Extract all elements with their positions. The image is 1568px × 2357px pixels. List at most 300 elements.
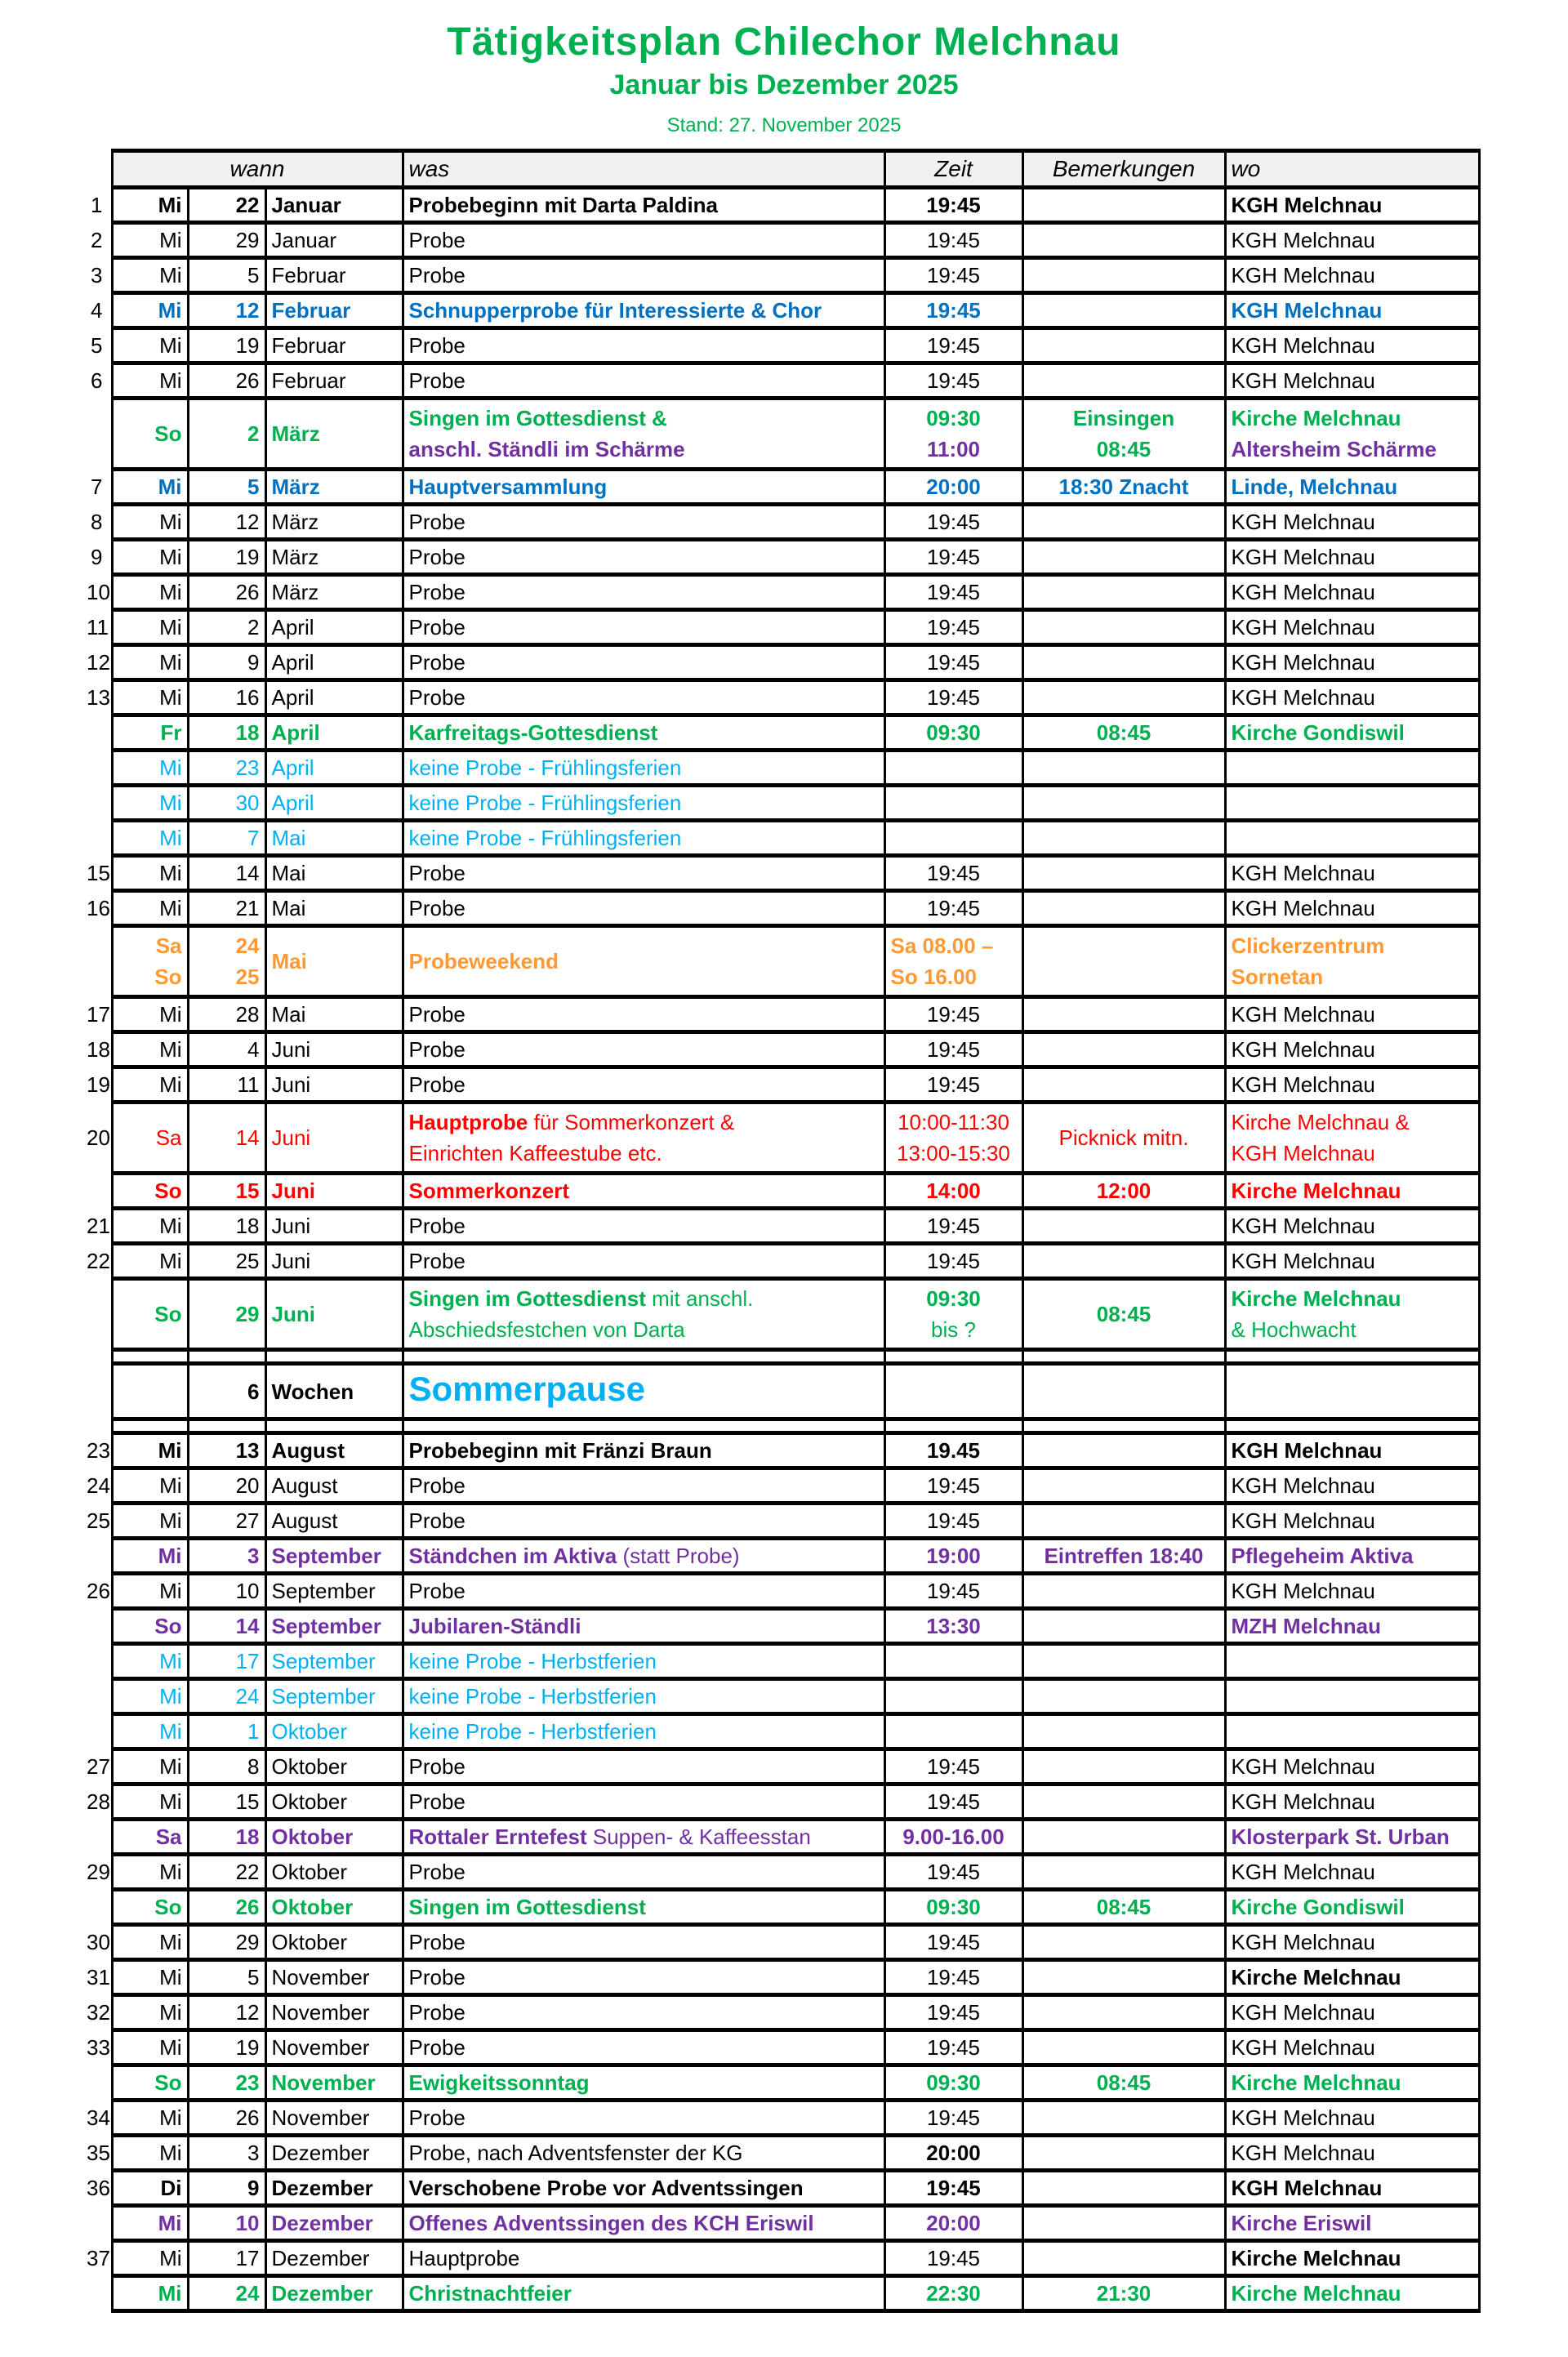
cell-text: KGH Melchnau [1231, 685, 1375, 710]
cell-text: Probe [408, 1072, 466, 1097]
cell-bem [1022, 751, 1225, 786]
cell-wo [1225, 1103, 1479, 1174]
cell-wo [1225, 188, 1479, 223]
cell-zeit [884, 1960, 1022, 1995]
table-row [82, 1855, 1479, 1890]
cell-text: 19:45 [926, 861, 981, 885]
cell-text: Probe [408, 333, 466, 358]
cell-text: Altersheim Schärme [1231, 437, 1437, 461]
cell-wo [1225, 1468, 1479, 1504]
cell-bem [1022, 926, 1225, 997]
cell-zeit [884, 1067, 1022, 1103]
cell-text: Februar [271, 263, 346, 287]
cell-wo [1225, 363, 1479, 399]
cell-day [112, 505, 188, 540]
cell-text: Mi [159, 263, 182, 287]
cell-was [403, 891, 884, 926]
cell-wo [1225, 891, 1479, 926]
cell-day [112, 1855, 188, 1890]
cell-bem [1022, 715, 1225, 751]
cell-text: Ständchen im Aktiva [408, 1544, 617, 1568]
cell-zeit [884, 821, 1022, 856]
cell-rownum: 23 [82, 1433, 112, 1468]
cell-date [188, 1209, 265, 1244]
cell-month [265, 540, 403, 575]
cell-date [188, 821, 265, 856]
cell-zeit [884, 1890, 1022, 1925]
cell-zeit [884, 575, 1022, 610]
cell-zeit [884, 1433, 1022, 1468]
cell-wo [1225, 1574, 1479, 1609]
cell-text: November [271, 2105, 370, 2130]
cell-bem [1022, 328, 1225, 363]
cell-month [265, 223, 403, 258]
cell-text: keine Probe - Frühlingsferien [408, 826, 682, 850]
cell-rownum: 8 [82, 505, 112, 540]
cell-month [265, 2065, 403, 2101]
cell-day [112, 1468, 188, 1504]
cell-day [112, 1609, 188, 1644]
cell-text: 19:45 [926, 1754, 981, 1779]
cell-date [188, 293, 265, 328]
cell-zeit [884, 1539, 1022, 1574]
table-row [82, 1749, 1479, 1784]
table-row [82, 751, 1479, 786]
cell-date [188, 1364, 265, 1419]
cell-was [403, 1032, 884, 1067]
cell-day [112, 2030, 188, 2065]
cell-day [112, 751, 188, 786]
cell-text: 19:45 [926, 263, 981, 287]
cell-zeit [884, 2241, 1022, 2276]
header-bemerkungen: Bemerkungen [1022, 151, 1225, 188]
cell-zeit [884, 2276, 1022, 2311]
cell-bem [1022, 1350, 1225, 1364]
cell-rownum: 16 [82, 891, 112, 926]
cell-text: 4 [247, 1037, 260, 1062]
cell-text: mit anschl. [645, 1286, 754, 1311]
cell-was [403, 2206, 884, 2241]
cell-zeit [884, 2206, 1022, 2241]
cell-text: Singen im Gottesdienst & [408, 406, 667, 430]
cell-text: 24 [235, 2281, 260, 2306]
cell-text: 8 [247, 1754, 260, 1779]
cell-text: Mi [159, 1754, 182, 1779]
cell-was [403, 1784, 884, 1820]
cell-wo [1225, 680, 1479, 715]
cell-text: Kirche Melchnau [1231, 2281, 1401, 2306]
cell-month [265, 997, 403, 1032]
cell-was [403, 821, 884, 856]
table-row [82, 1784, 1479, 1820]
cell-text: Sa [155, 933, 182, 958]
cell-day [112, 2136, 188, 2171]
cell-text: Juni [271, 1178, 315, 1203]
cell-bem [1022, 363, 1225, 399]
cell-zeit [884, 1244, 1022, 1279]
cell-zeit [884, 1609, 1022, 1644]
cell-text: 09:30 [926, 2070, 981, 2095]
cell-day [112, 680, 188, 715]
cell-text: Probe [408, 263, 466, 287]
cell-bem [1022, 1032, 1225, 1067]
table-row [82, 328, 1479, 363]
cell-wo [1225, 1714, 1479, 1749]
cell-text: Mi [159, 2035, 182, 2060]
cell-text: 5 [247, 475, 260, 499]
cell-text: 1 [247, 1719, 260, 1744]
cell-text: 19:45 [926, 1579, 981, 1603]
cell-text: So [154, 1895, 182, 1919]
cell-date [188, 1820, 265, 1855]
cell-text: Rottaler Erntefest [408, 1825, 587, 1849]
cell-wo [1225, 1890, 1479, 1925]
cell-text: 22:30 [926, 2281, 981, 2306]
table-row [82, 1539, 1479, 1574]
cell-zeit [884, 505, 1022, 540]
cell-bem [1022, 891, 1225, 926]
cell-day [112, 1679, 188, 1714]
cell-day [112, 1103, 188, 1174]
cell-text: Juni [271, 1249, 311, 1273]
cell-bem [1022, 856, 1225, 891]
cell-text: Mai [271, 826, 306, 850]
cell-text: KGH Melchnau [1231, 193, 1383, 217]
cell-zeit [884, 1714, 1022, 1749]
cell-was [403, 1433, 884, 1468]
cell-was [403, 1679, 884, 1714]
cell-date [188, 1855, 265, 1890]
cell-text: Clickerzentrum [1231, 933, 1385, 958]
cell-was [403, 751, 884, 786]
cell-month [265, 1679, 403, 1714]
table-row [82, 575, 1479, 610]
cell-wo [1225, 1433, 1479, 1468]
cell-wo [1225, 258, 1479, 293]
cell-text: Dezember [271, 2246, 370, 2270]
cell-text: 09:30 [926, 1895, 981, 1919]
table-row [82, 786, 1479, 821]
cell-rownum: 9 [82, 540, 112, 575]
cell-date [188, 258, 265, 293]
cell-text: KGH Melchnau [1231, 2105, 1375, 2130]
cell-month [265, 2241, 403, 2276]
cell-month [265, 1244, 403, 1279]
cell-text: Mi [159, 580, 182, 604]
cell-was [403, 856, 884, 891]
cell-zeit [884, 1468, 1022, 1504]
table-row [82, 1103, 1479, 1174]
cell-text: 10 [235, 2211, 260, 2235]
cell-text: Einrichten Kaffeestube etc. [408, 1141, 662, 1165]
cell-date [188, 223, 265, 258]
cell-text: 19:45 [926, 1473, 981, 1498]
cell-date [188, 926, 265, 997]
cell-rownum [82, 1174, 112, 1209]
cell-day [112, 399, 188, 470]
cell-text: 19 [235, 2035, 260, 2060]
cell-text: Kirche Eriswil [1231, 2211, 1372, 2235]
cell-bem [1022, 1644, 1225, 1679]
cell-wo [1225, 1032, 1479, 1067]
cell-text: Oktober [271, 1719, 347, 1744]
cell-text: 08:45 [1096, 2070, 1152, 2095]
table-row [82, 1174, 1479, 1209]
cell-was [403, 2136, 884, 2171]
cell-zeit [884, 2136, 1022, 2171]
cell-month [265, 470, 403, 505]
cell-text: 6 [247, 1379, 260, 1404]
cell-wo [1225, 1749, 1479, 1784]
cell-text: Mi [159, 1860, 182, 1884]
cell-text: 09:30 [926, 1286, 981, 1311]
table-row [82, 2171, 1479, 2206]
cell-text: KGH Melchnau [1231, 1141, 1375, 1165]
cell-bem [1022, 1244, 1225, 1279]
cell-rownum: 2 [82, 223, 112, 258]
cell-text: 2 [247, 421, 260, 446]
cell-date [188, 188, 265, 223]
cell-text: Mi [159, 1473, 182, 1498]
cell-date [188, 1995, 265, 2030]
cell-zeit [884, 1032, 1022, 1067]
cell-bem [1022, 1067, 1225, 1103]
cell-text: Kirche Melchnau [1231, 2246, 1401, 2270]
cell-text: 19:45 [926, 510, 981, 534]
cell-text: 18:30 Znacht [1058, 475, 1189, 499]
cell-day [112, 1504, 188, 1539]
cell-was [403, 1925, 884, 1960]
cell-text: 13:00-15:30 [897, 1141, 1010, 1165]
cell-date [188, 680, 265, 715]
cell-text: KGH Melchnau [1231, 861, 1375, 885]
cell-day [112, 891, 188, 926]
table-row [82, 1714, 1479, 1749]
table-row [82, 715, 1479, 751]
cell-date [188, 2276, 265, 2311]
cell-text: 19:45 [926, 1860, 981, 1884]
cell-was [403, 1419, 884, 1433]
cell-wo [1225, 1539, 1479, 1574]
cell-text: Probe [408, 685, 466, 710]
cell-text: Februar [271, 333, 346, 358]
cell-text: 09:30 [926, 406, 981, 430]
cell-bem [1022, 1279, 1225, 1350]
cell-text: Probe [408, 1037, 466, 1062]
cell-was [403, 1244, 884, 1279]
cell-text: keine Probe - Frühlingsferien [408, 755, 682, 780]
cell-text: Probe [408, 228, 466, 252]
cell-was [403, 1609, 884, 1644]
cell-was [403, 1067, 884, 1103]
cell-date [188, 1350, 265, 1364]
cell-date [188, 1679, 265, 1714]
cell-zeit [884, 363, 1022, 399]
cell-text: Hauptprobe [408, 2246, 520, 2270]
page-header [0, 0, 1568, 137]
cell-was [403, 328, 884, 363]
cell-rownum [82, 1539, 112, 1574]
cell-day [112, 1279, 188, 1350]
cell-month [265, 1539, 403, 1574]
cell-text: 17 [235, 1649, 260, 1673]
cell-text: 19:45 [926, 1072, 981, 1097]
cell-text: April [271, 685, 314, 710]
cell-text: So [154, 965, 182, 989]
cell-text: Probe [408, 545, 466, 569]
cell-text: Kirche Melchnau [1231, 2070, 1401, 2095]
cell-text: Februar [271, 368, 346, 393]
cell-text: KGH Melchnau [1231, 545, 1375, 569]
cell-bem [1022, 1433, 1225, 1468]
cell-text: KGH Melchnau [1231, 1002, 1375, 1027]
cell-wo [1225, 1244, 1479, 1279]
cell-text: Kirche Gondiswil [1231, 720, 1405, 745]
cell-text: Probe [408, 1249, 466, 1273]
cell-month [265, 2171, 403, 2206]
cell-text: September [271, 1544, 381, 1568]
cell-text: Mi [159, 228, 182, 252]
table-row [82, 1925, 1479, 1960]
cell-month [265, 1749, 403, 1784]
cell-month [265, 856, 403, 891]
cell-text: Wochen [271, 1379, 354, 1404]
cell-rownum [82, 786, 112, 821]
cell-text: 08:45 [1096, 720, 1152, 745]
cell-was [403, 540, 884, 575]
cell-text: 19 [235, 545, 260, 569]
cell-text: Mi [159, 545, 182, 569]
cell-text: KGH Melchnau [1231, 1860, 1375, 1884]
cell-text: Probe [408, 1789, 466, 1814]
cell-was [403, 2030, 884, 2065]
cell-bem [1022, 1679, 1225, 1714]
cell-day [112, 1364, 188, 1419]
cell-bem [1022, 1925, 1225, 1960]
cell-text: KGH Melchnau [1231, 1072, 1375, 1097]
cell-text: 3 [247, 1544, 260, 1568]
cell-wo [1225, 1209, 1479, 1244]
cell-text: Juni [271, 1037, 311, 1062]
cell-wo [1225, 786, 1479, 821]
cell-text: 10 [235, 1579, 260, 1603]
cell-text: Probe [408, 1214, 466, 1238]
cell-day [112, 1539, 188, 1574]
cell-text: KGH Melchnau [1231, 368, 1375, 393]
cell-text: Mi [159, 2000, 182, 2025]
cell-wo [1225, 821, 1479, 856]
cell-text: Oktober [271, 1860, 347, 1884]
cell-rownum: 19 [82, 1067, 112, 1103]
cell-zeit [884, 751, 1022, 786]
cell-text: Christnachtfeier [408, 2281, 572, 2306]
cell-rownum: 35 [82, 2136, 112, 2171]
cell-date [188, 1749, 265, 1784]
cell-wo [1225, 1960, 1479, 1995]
table-row [82, 2030, 1479, 2065]
cell-date [188, 610, 265, 645]
cell-date [188, 715, 265, 751]
cell-zeit [884, 1350, 1022, 1364]
cell-text: 12 [235, 510, 260, 534]
cell-zeit [884, 856, 1022, 891]
cell-text: Mi [159, 1072, 182, 1097]
cell-was [403, 1820, 884, 1855]
table-row [82, 2206, 1479, 2241]
cell-month [265, 1960, 403, 1995]
cell-date [188, 2136, 265, 2171]
cell-bem [1022, 188, 1225, 223]
cell-was [403, 1350, 884, 1364]
cell-date [188, 540, 265, 575]
cell-text: 29 [235, 1302, 260, 1326]
table-row [82, 1350, 1479, 1364]
cell-text: 18 [235, 720, 260, 745]
cell-date [188, 1609, 265, 1644]
cell-rownum [82, 2206, 112, 2241]
cell-date [188, 1574, 265, 1609]
cell-text: KGH Melchnau [1231, 228, 1375, 252]
cell-text: So 16.00 [890, 965, 978, 989]
cell-text: Probe [408, 1508, 466, 1533]
cell-text: 22 [235, 193, 260, 217]
cell-month [265, 1419, 403, 1433]
cell-text: 15 [235, 1789, 260, 1814]
cell-text: 29 [235, 1930, 260, 1954]
cell-rownum: 30 [82, 1925, 112, 1960]
cell-text: Mi [158, 1438, 182, 1463]
table-row [82, 1679, 1479, 1714]
table-row [82, 1067, 1479, 1103]
cell-bem [1022, 575, 1225, 610]
cell-text: 19:45 [926, 228, 981, 252]
cell-day [112, 2171, 188, 2206]
cell-text: Oktober [271, 1825, 354, 1849]
cell-zeit [884, 1644, 1022, 1679]
cell-month [265, 1433, 403, 1468]
table-row [82, 1364, 1479, 1419]
cell-text: keine Probe - Frühlingsferien [408, 791, 682, 815]
cell-rownum: 37 [82, 2241, 112, 2276]
cell-text: September [271, 1649, 376, 1673]
cell-month [265, 505, 403, 540]
cell-text: Di [160, 2176, 182, 2200]
cell-wo [1225, 540, 1479, 575]
cell-month [265, 1995, 403, 2030]
cell-text: 20:00 [926, 2141, 981, 2165]
cell-text: KGH Melchnau [1231, 2176, 1383, 2200]
cell-day [112, 1433, 188, 1468]
table-row [82, 2136, 1479, 2171]
cell-text: KGH Melchnau [1231, 1508, 1375, 1533]
cell-text: April [271, 791, 314, 815]
cell-text: Januar [271, 228, 336, 252]
cell-day [112, 2206, 188, 2241]
cell-text: 08:45 [1096, 1302, 1152, 1326]
table-row [82, 223, 1479, 258]
cell-text: So [154, 1178, 182, 1203]
cell-text: & Hochwacht [1231, 1317, 1356, 1342]
cell-text: Mi [159, 1037, 182, 1062]
cell-bem [1022, 470, 1225, 505]
table-row [82, 1574, 1479, 1609]
cell-bem [1022, 1960, 1225, 1995]
cell-bem [1022, 2276, 1225, 2311]
table-row [82, 470, 1479, 505]
cell-bem [1022, 645, 1225, 680]
cell-text: 19:45 [926, 2035, 981, 2060]
cell-was [403, 1574, 884, 1609]
